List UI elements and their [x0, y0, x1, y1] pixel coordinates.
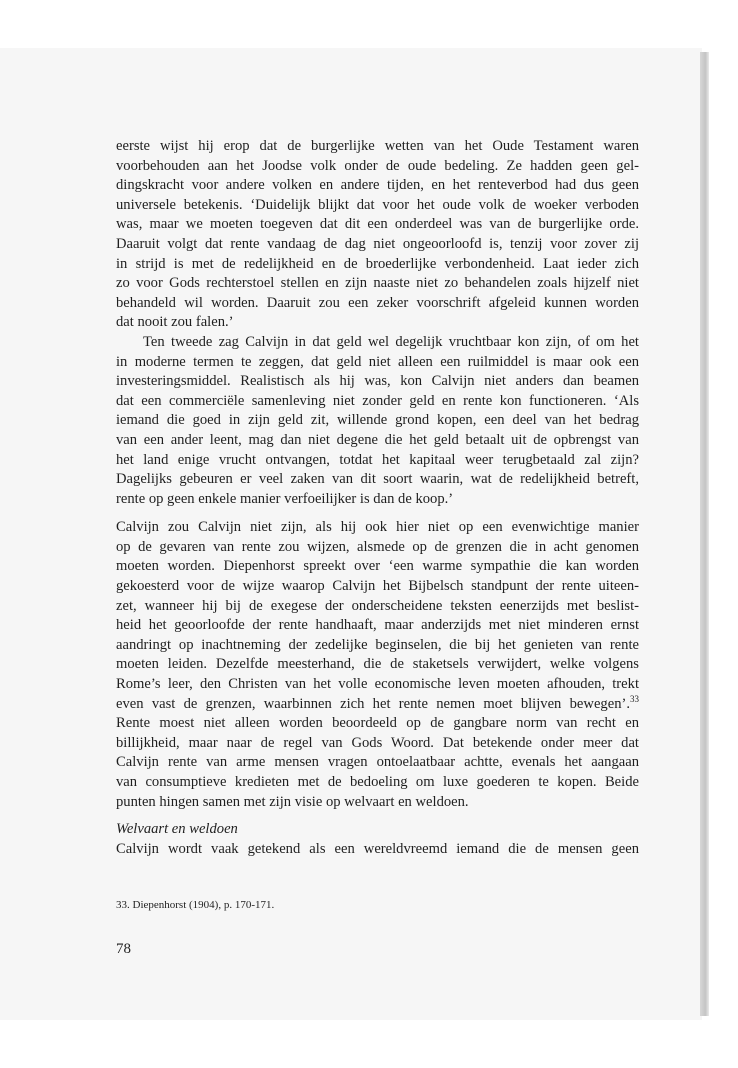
text-line: billijkheid, maar naar de regel van Gods Woord. Dat betekende onder meer dat	[116, 734, 639, 751]
paragraph-3	[116, 518, 639, 812]
text-line: punten hingen samen met zijn visie op welvaart en weldoen.	[116, 793, 469, 810]
page-number: 78	[116, 941, 131, 957]
footnote-reference: 33	[630, 693, 639, 704]
text-line: Rente moest niet alleen worden beoordeeld op de gangbare norm van recht en	[116, 715, 639, 732]
text-line: was, maar we moeten toegeven dat dit een onderdeel was van de burgerlijke orde.	[116, 216, 639, 233]
paragraph-1	[116, 137, 639, 333]
text-line: van een ander leent, mag dan niet degene die het geld betaalt uit de opbrengst van	[116, 431, 639, 448]
text-line-with-footnote	[116, 695, 639, 715]
text-line: in moderne termen te zeggen, dat geld niet alleen een ruilmiddel is maar ook een	[116, 353, 639, 370]
text-line: Calvijn rente van arme mensen vragen ontoelaatbaar achtte, evenals het aangaan	[116, 754, 639, 771]
text-line: investeringsmiddel. Realistisch als hij was, kon Calvijn niet anders dan beamen	[116, 373, 639, 390]
heading-spacer	[116, 812, 639, 820]
text-line: dat een commerciële samenleving niet zonder geld en rente kon functioneren. ‘Als	[116, 392, 639, 409]
text-line: rente op geen enkele manier verfoeilijker is dan de koop.’	[116, 490, 454, 507]
text-line: Daaruit volgt dat rente vandaag de dag niet ongeoorloofd is, tenzij voor zover zij	[116, 235, 639, 252]
text-line: zet, wanneer hij bij de exegese der onderscheidene teksten eenerzijds met beslist-	[116, 597, 639, 614]
text-line: het land enige vrucht ontvangen, totdat het kapitaal weer terugbetaald zal zijn?	[116, 451, 639, 468]
text-line: dat nooit zou falen.’	[116, 314, 234, 331]
text-line: zo voor Gods rechterstoel stellen en zijn naaste niet zo behandelen zoals hijzelf niet	[116, 275, 639, 292]
body-text	[116, 137, 639, 859]
text-line: voorbehouden aan het Joodse volk onder de oude bedeling. Ze hadden geen gel-	[116, 157, 639, 174]
text-line: van consumptieve kredieten met de bedoeling om luxe goederen te kopen. Beide	[116, 774, 639, 790]
text-line: op de gevaren van rente zou wijzen, alsmede op de grenzen die in acht genomen	[116, 538, 639, 555]
paragraph-spacer	[116, 509, 639, 518]
page-edge-shadow	[700, 52, 709, 1016]
section-heading: Welvaart en weldoen	[116, 821, 238, 838]
text-line: universele betekenis. ‘Duidelijk blijkt dat voor het oude volk de woeker verboden	[116, 196, 639, 213]
paragraph-2	[116, 333, 639, 509]
text-line-content: even vast de grenzen, waarbinnen zich het rente nemen moet blijven bewegen’.	[116, 695, 630, 712]
text-line: dingskracht voor andere volken en andere tijden, en het renteverbod had dus geen	[116, 177, 639, 194]
text-line: eerste wijst hij erop dat de burgerlijke wetten van het Oude Testament waren	[116, 138, 639, 154]
text-line: iemand die goed in zijn geld zit, willende grond kopen, een deel van het bedrag	[116, 412, 639, 429]
text-line: Dagelijks gebeuren er veel zaken van dit soort waarin, wat de redelijkheid betreft,	[116, 471, 639, 488]
text-line: Calvijn wordt vaak getekend als een wereldvreemd iemand die de mensen geen	[116, 840, 639, 857]
text-line: Rome’s leer, den Christen van het volle economische leven moeten afhouden, trekt	[116, 676, 639, 693]
text-line: Calvijn zou Calvijn niet zijn, als hij ook hier niet op een evenwichtige manier	[116, 519, 639, 536]
text-line: behandeld wil worden. Daaruit zou een zeker voorschrift afgeleid kunnen worden	[116, 294, 639, 311]
text-line: gekoesterd voor de wijze waarop Calvijn het Bijbelsch standpunt der rente uiteen-	[116, 578, 639, 595]
text-line: Ten tweede zag Calvijn in dat geld wel degelijk vruchtbaar kon zijn, of om het	[143, 333, 639, 350]
paragraph-4	[116, 840, 639, 860]
text-line: moeten worden. Diepenhorst spreekt over ‘een warme sympathie die kan worden	[116, 558, 639, 575]
footnote: 33. Diepenhorst (1904), p. 170-171.	[116, 899, 275, 911]
text-line: in strijd is met de redelijkheid en de broederlijke verbondenheid. Laat ieder zich	[116, 255, 639, 272]
text-line: moeten leiden. Dezelfde meesterhand, die de staketsels verwijdert, welke volgens	[116, 656, 639, 673]
text-line: aandringt op inachtneming der zedelijke beginselen, die bij het genieten van rente	[116, 636, 639, 653]
text-line: heid het geoorloofde der rente handhaaft, maar anderzijds met niet minderen ernst	[116, 617, 639, 634]
